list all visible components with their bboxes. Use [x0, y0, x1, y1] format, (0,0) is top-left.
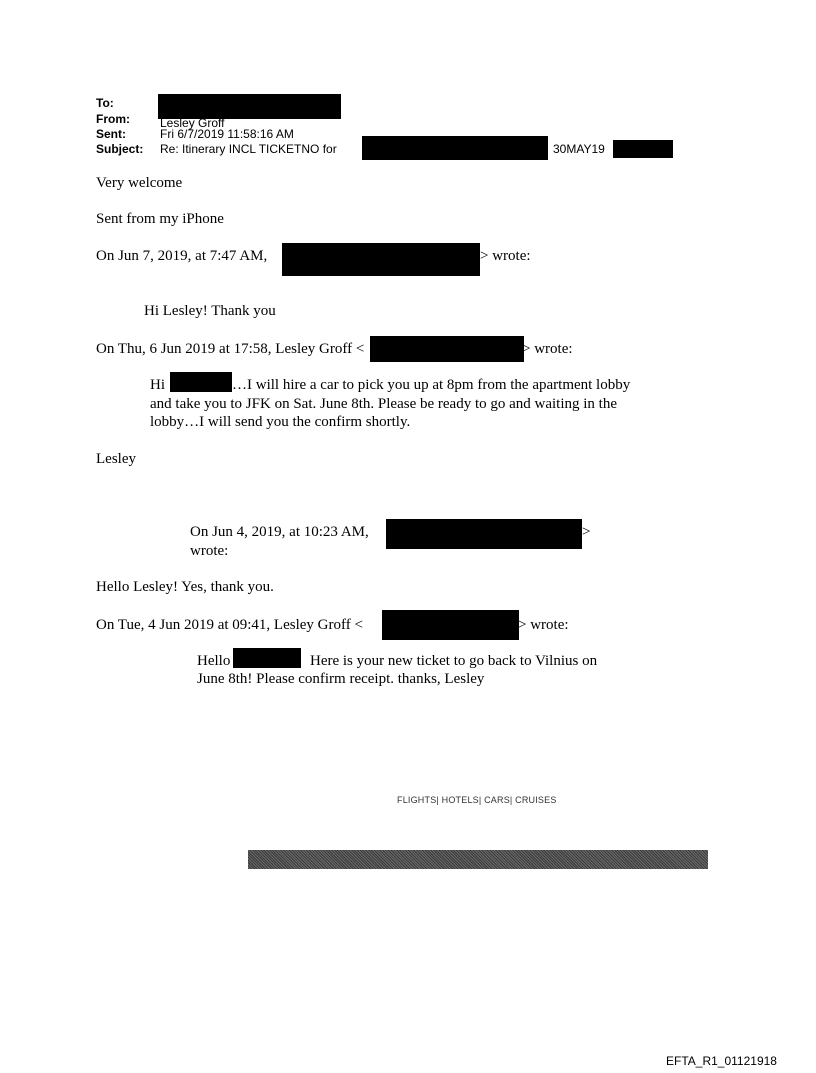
subject-label: Subject: — [96, 142, 144, 156]
quote-header-3-wrote: wrote: — [190, 543, 229, 559]
quote-header-4: On Tue, 4 Jun 2019 at 09:41, Lesley Groff < — [96, 617, 363, 633]
document-id: EFTA_R1_01121918 — [666, 1054, 777, 1068]
quote-header-2: On Thu, 6 Jun 2019 at 17:58, Lesley Groff < — [96, 341, 365, 357]
signature-iphone: Sent from my iPhone — [96, 211, 224, 227]
sent-value: Fri 6/7/2019 11:58:16 AM — [160, 127, 294, 141]
sent-label: Sent: — [96, 127, 126, 141]
quote-header-1-suffix: > wrote: — [480, 248, 531, 264]
redaction-sender-1 — [282, 243, 480, 276]
msg4-line2: June 8th! Please confirm receipt. thanks, Lesley — [197, 671, 485, 687]
redaction-recipient-2 — [170, 372, 232, 392]
reply-1: Hi Lesley! Thank you — [144, 303, 276, 319]
subject-suffix: 30MAY19 — [553, 142, 605, 156]
msg2-line3: lobby…I will send you the confirm shortly. — [150, 414, 411, 430]
quote-header-3: On Jun 4, 2019, at 10:23 AM, — [190, 524, 369, 540]
hatched-banner — [248, 850, 708, 869]
quote-header-2-suffix: > wrote: — [522, 341, 573, 357]
msg2-greeting: Hi — [150, 377, 165, 393]
msg2-line2: and take you to JFK on Sat. June 8th. Please be ready to go and waiting in the — [150, 396, 617, 412]
redaction-subject-name — [362, 136, 548, 160]
quote-header-4-suffix: > wrote: — [518, 617, 569, 633]
msg4-line1: Here is your new ticket to go back to Vilnius on — [310, 653, 598, 669]
travel-nav-links: FLIGHTS| HOTELS| CARS| CRUISES — [397, 795, 557, 805]
redaction-email-2 — [370, 336, 524, 362]
reply-text: Very welcome — [96, 175, 183, 191]
quote-header-1: On Jun 7, 2019, at 7:47 AM, — [96, 248, 268, 264]
subject-prefix: Re: Itinerary INCL TICKETNO for — [160, 142, 337, 156]
redaction-sender-3 — [386, 519, 582, 549]
msg4-greeting: Hello — [197, 653, 231, 669]
quote-header-3-suffix: > — [582, 524, 591, 540]
redaction-subject-code — [613, 140, 673, 158]
from-value: Lesley Groff — [160, 116, 225, 130]
redaction-recipient-4 — [233, 648, 301, 668]
msg2-line1: …I will hire a car to pick you up at 8pm from the apartment lobby — [232, 377, 631, 393]
signature-lesley: Lesley — [96, 451, 136, 467]
reply-3: Hello Lesley! Yes, thank you. — [96, 579, 274, 595]
to-label: To: — [96, 96, 114, 110]
from-label: From: — [96, 112, 130, 126]
redaction-email-4 — [382, 610, 519, 640]
